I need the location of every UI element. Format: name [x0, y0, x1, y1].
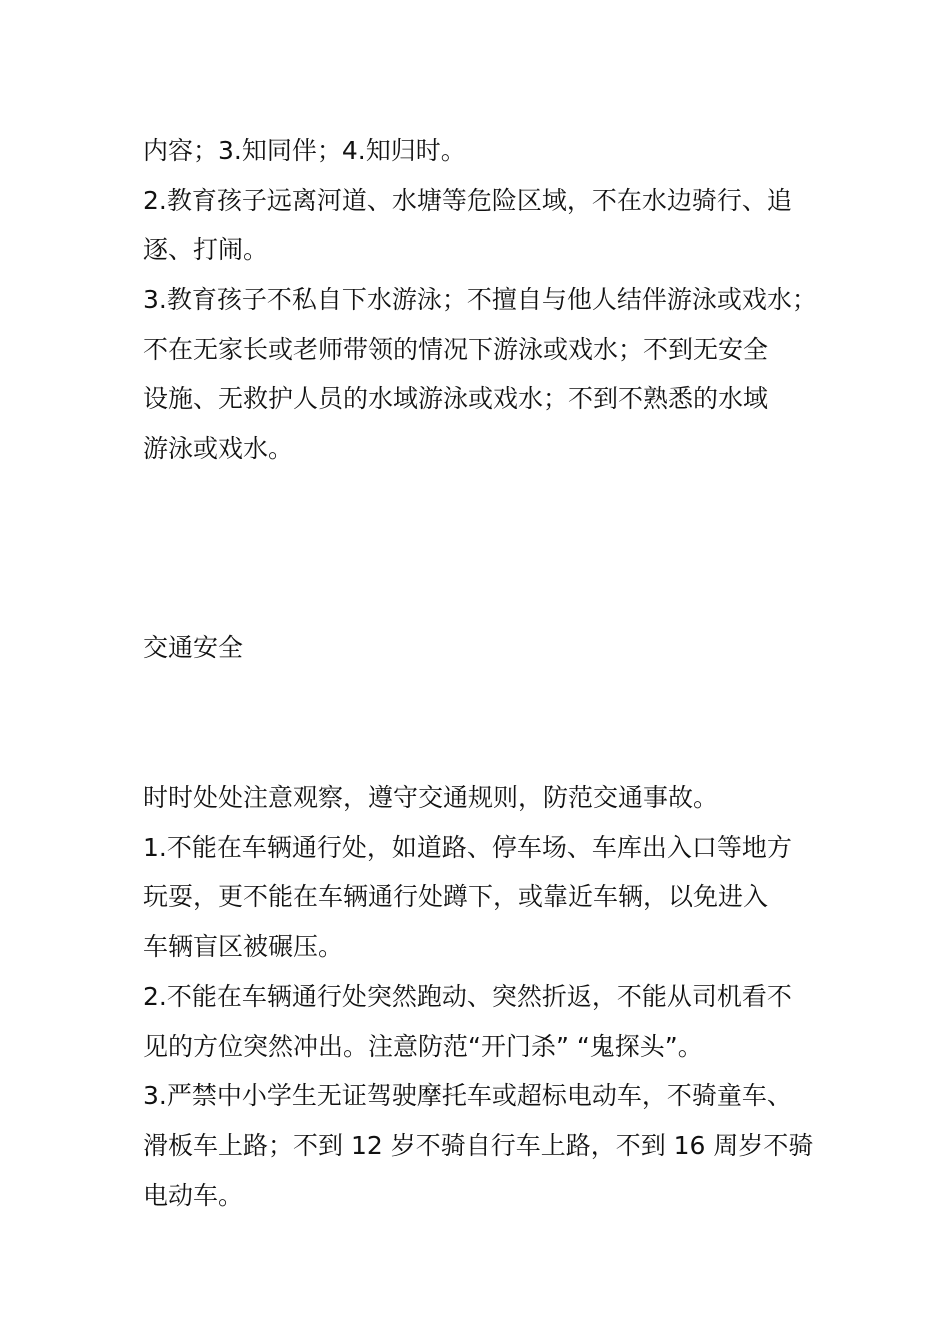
- paragraph-line-1: 内容；3.知同伴；4.知归时。: [143, 136, 466, 165]
- paragraph-line-2: 2.教育孩子远离河道、水塘等危险区域，不在水边骑行、追: [143, 186, 792, 215]
- paragraph-line-10: 玩耍，更不能在车辆通行处蹲下，或靠近车辆，以免进入: [143, 882, 769, 911]
- paragraph-line-12: 2.不能在车辆通行处突然跑动、突然折返，不能从司机看不: [143, 982, 792, 1011]
- paragraph-line-4: 3.教育孩子不私自下水游泳；不擅自与他人结伴游泳或戏水；: [143, 285, 817, 314]
- paragraph-line-5: 不在无家长或老师带领的情况下游泳或戏水；不到无安全: [143, 335, 769, 364]
- section-heading: 交通安全: [143, 633, 244, 662]
- paragraph-line-8: 时时处处注意观察，遵守交通规则，防范交通事故。: [143, 783, 719, 812]
- paragraph-line-16: 电动车。: [143, 1181, 244, 1210]
- paragraph-line-6: 设施、无救护人员的水域游泳或戏水；不到不熟悉的水域: [143, 384, 769, 413]
- paragraph-line-3: 逐、打闹。: [143, 235, 269, 264]
- paragraph-line-14: 3.严禁中小学生无证驾驶摩托车或超标电动车，不骑童车、: [143, 1081, 792, 1110]
- paragraph-line-11: 车辆盲区被碾压。: [143, 932, 344, 961]
- paragraph-line-15: 滑板车上路；不到 12 岁不骑自行车上路，不到 16 周岁不骑: [143, 1131, 814, 1160]
- paragraph-line-9: 1.不能在车辆通行处，如道路、停车场、车库出入口等地方: [143, 833, 792, 862]
- paragraph-line-7: 游泳或戏水。: [143, 434, 294, 463]
- paragraph-line-13: 见的方位突然冲出。注意防范“开门杀” “鬼探头”。: [143, 1032, 703, 1061]
